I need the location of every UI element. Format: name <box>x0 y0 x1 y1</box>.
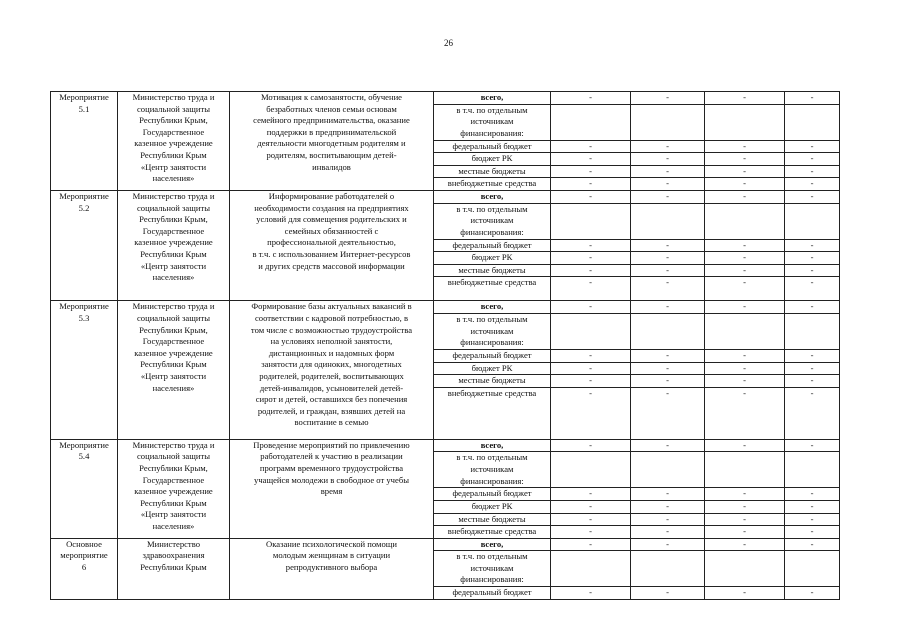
funding-source-federal: федеральный бюджет <box>434 488 551 501</box>
funding-value-cell: - <box>551 387 631 439</box>
funding-value-cell <box>631 104 705 140</box>
funding-value-cell: - <box>785 587 840 600</box>
funding-source-local: местные бюджеты <box>434 264 551 277</box>
funding-value-cell <box>631 452 705 488</box>
funding-value-cell <box>551 551 631 587</box>
funding-value-cell: - <box>551 252 631 265</box>
funding-value-cell: - <box>631 165 705 178</box>
funding-value-cell: - <box>631 239 705 252</box>
activity-executor: Министерство труда и социальной защиты Республики Крым, Государственное казенное учреждение Республики Крым «Центр занятости населения» <box>118 92 230 191</box>
funding-value-cell: - <box>631 439 705 452</box>
funding-value-cell: - <box>631 349 705 362</box>
funding-value-cell: - <box>631 178 705 191</box>
funding-value-cell: - <box>705 252 785 265</box>
funding-value-cell: - <box>785 153 840 166</box>
funding-value-cell: - <box>785 239 840 252</box>
funding-value-cell <box>551 104 631 140</box>
funding-value-cell <box>705 452 785 488</box>
funding-value-cell <box>785 203 840 239</box>
funding-value-cell <box>785 551 840 587</box>
funding-value-cell: - <box>551 488 631 501</box>
funding-value-cell: - <box>551 538 631 551</box>
funding-value-cell: - <box>551 264 631 277</box>
funding-value-cell: - <box>785 387 840 439</box>
funding-value-cell: - <box>551 513 631 526</box>
funding-source-local: местные бюджеты <box>434 165 551 178</box>
activity-description: Проведение мероприятий по привлечению работодателей к участию в реализации программ временного трудоустройства учащейся молодежи в свободное от учебы время <box>230 439 434 538</box>
funding-value-cell: - <box>785 165 840 178</box>
activities-table <box>50 91 840 600</box>
funding-source-republic: бюджет РК <box>434 252 551 265</box>
funding-value-cell <box>785 104 840 140</box>
activity-number: Мероприятие 5.4 <box>51 439 118 538</box>
funding-value-cell: - <box>705 387 785 439</box>
funding-value-cell: - <box>551 301 631 314</box>
funding-value-cell: - <box>785 264 840 277</box>
funding-value-cell: - <box>785 362 840 375</box>
funding-value-cell <box>705 203 785 239</box>
funding-value-cell: - <box>631 252 705 265</box>
funding-value-cell: - <box>551 362 631 375</box>
page-number: 26 <box>444 38 453 48</box>
funding-value-cell: - <box>631 190 705 203</box>
funding-value-cell: - <box>551 500 631 513</box>
funding-value-cell: - <box>705 500 785 513</box>
funding-value-cell: - <box>705 349 785 362</box>
funding-value-cell: - <box>705 587 785 600</box>
funding-source-extra: внебюджетные средства <box>434 387 551 439</box>
funding-value-cell: - <box>551 375 631 388</box>
funding-source-local: местные бюджеты <box>434 513 551 526</box>
funding-value-cell: - <box>785 349 840 362</box>
funding-value-cell: - <box>551 239 631 252</box>
table-row <box>51 439 840 452</box>
funding-value-cell: - <box>631 526 705 539</box>
funding-source-total: всего, <box>434 301 551 314</box>
funding-value-cell: - <box>631 153 705 166</box>
activity-description: Формирование базы актуальных вакансий в соответствии с кадровой потребностью, в том числе с возможностью трудоустройства на условиях неполной занятости, дистанционных и надомных форм занятости для одиноких, многодетных родителей, родителей, воспитывающих детей-инвалидов, усыновителей детей- сирот и детей, оставшихся без попечения родителей, и граждан, взявших детей на воспитание в семью <box>230 301 434 439</box>
funding-value-cell: - <box>785 488 840 501</box>
funding-value-cell: - <box>551 92 631 105</box>
funding-value-cell <box>631 203 705 239</box>
funding-source-republic: бюджет РК <box>434 500 551 513</box>
funding-value-cell: - <box>631 538 705 551</box>
funding-value-cell <box>785 452 840 488</box>
funding-source-federal: федеральный бюджет <box>434 587 551 600</box>
table-row <box>51 301 840 314</box>
activity-number: Основное мероприятие 6 <box>51 538 118 600</box>
funding-value-cell: - <box>785 500 840 513</box>
funding-value-cell: - <box>631 375 705 388</box>
activity-number: Мероприятие 5.1 <box>51 92 118 191</box>
funding-value-cell: - <box>551 190 631 203</box>
table-body <box>51 92 840 600</box>
funding-value-cell: - <box>785 526 840 539</box>
funding-value-cell: - <box>551 587 631 600</box>
funding-value-cell: - <box>705 190 785 203</box>
funding-value-cell: - <box>631 500 705 513</box>
funding-value-cell: - <box>785 190 840 203</box>
funding-source-incl: в т.ч. по отдельным источникам финансирования: <box>434 313 551 349</box>
activity-number: Мероприятие 5.3 <box>51 301 118 439</box>
funding-value-cell: - <box>631 587 705 600</box>
funding-source-extra: внебюджетные средства <box>434 178 551 191</box>
activity-executor: Министерство труда и социальной защиты Республики Крым, Государственное казенное учреждение Республики Крым «Центр занятости населения» <box>118 190 230 300</box>
funding-value-cell: - <box>631 362 705 375</box>
funding-source-incl: в т.ч. по отдельным источникам финансирования: <box>434 452 551 488</box>
funding-value-cell: - <box>705 301 785 314</box>
funding-value-cell: - <box>705 264 785 277</box>
funding-value-cell: - <box>631 387 705 439</box>
funding-value-cell: - <box>705 140 785 153</box>
funding-value-cell: - <box>631 140 705 153</box>
funding-value-cell <box>551 203 631 239</box>
activity-executor: Министерство труда и социальной защиты Республики Крым, Государственное казенное учреждение Республики Крым «Центр занятости населения» <box>118 439 230 538</box>
funding-source-extra: внебюджетные средства <box>434 277 551 301</box>
funding-value-cell: - <box>705 178 785 191</box>
funding-value-cell <box>785 313 840 349</box>
funding-source-federal: федеральный бюджет <box>434 349 551 362</box>
funding-value-cell <box>631 551 705 587</box>
funding-source-republic: бюджет РК <box>434 362 551 375</box>
funding-source-total: всего, <box>434 439 551 452</box>
funding-value-cell: - <box>785 252 840 265</box>
funding-value-cell: - <box>785 538 840 551</box>
table-row <box>51 538 840 551</box>
funding-value-cell <box>705 104 785 140</box>
funding-value-cell: - <box>705 153 785 166</box>
funding-value-cell: - <box>705 488 785 501</box>
activity-number: Мероприятие 5.2 <box>51 190 118 300</box>
funding-value-cell: - <box>785 178 840 191</box>
funding-value-cell: - <box>551 140 631 153</box>
funding-value-cell: - <box>631 513 705 526</box>
funding-value-cell: - <box>705 277 785 301</box>
funding-value-cell <box>705 313 785 349</box>
funding-value-cell: - <box>785 301 840 314</box>
table-row <box>51 190 840 203</box>
funding-source-incl: в т.ч. по отдельным источникам финансирования: <box>434 203 551 239</box>
funding-value-cell: - <box>631 488 705 501</box>
funding-value-cell: - <box>631 92 705 105</box>
activity-executor: Министерство здравоохранения Республики Крым <box>118 538 230 600</box>
funding-source-federal: федеральный бюджет <box>434 140 551 153</box>
funding-source-total: всего, <box>434 190 551 203</box>
funding-value-cell: - <box>551 439 631 452</box>
funding-value-cell <box>551 452 631 488</box>
funding-value-cell: - <box>631 277 705 301</box>
funding-value-cell: - <box>705 92 785 105</box>
funding-value-cell: - <box>785 140 840 153</box>
funding-value-cell: - <box>785 513 840 526</box>
funding-value-cell: - <box>631 264 705 277</box>
funding-value-cell: - <box>551 349 631 362</box>
funding-value-cell <box>631 313 705 349</box>
funding-value-cell: - <box>785 439 840 452</box>
activity-description: Информирование работодателей о необходимости создания на предприятиях условий для совмещения родительских и семейных обязанностей с профессиональной деятельностью, в т.ч. с использованием Интернет-ресурсов и других средств массовой информации <box>230 190 434 300</box>
funding-value-cell: - <box>551 277 631 301</box>
funding-value-cell: - <box>785 277 840 301</box>
funding-value-cell: - <box>705 439 785 452</box>
funding-value-cell: - <box>705 526 785 539</box>
funding-value-cell <box>705 551 785 587</box>
funding-value-cell: - <box>705 375 785 388</box>
table-row <box>51 92 840 105</box>
funding-value-cell: - <box>705 362 785 375</box>
funding-source-extra: внебюджетные средства <box>434 526 551 539</box>
activity-description: Оказание психологической помощи молодым женщинам в ситуации репродуктивного выбора <box>230 538 434 600</box>
funding-source-republic: бюджет РК <box>434 153 551 166</box>
funding-value-cell: - <box>785 375 840 388</box>
funding-source-federal: федеральный бюджет <box>434 239 551 252</box>
funding-value-cell: - <box>705 165 785 178</box>
funding-source-local: местные бюджеты <box>434 375 551 388</box>
funding-value-cell <box>551 313 631 349</box>
funding-source-incl: в т.ч. по отдельным источникам финансирования: <box>434 104 551 140</box>
funding-value-cell: - <box>551 165 631 178</box>
funding-value-cell: - <box>705 513 785 526</box>
funding-value-cell: - <box>551 526 631 539</box>
activity-executor: Министерство труда и социальной защиты Республики Крым, Государственное казенное учреждение Республики Крым «Центр занятости населения» <box>118 301 230 439</box>
funding-source-total: всего, <box>434 538 551 551</box>
funding-source-incl: в т.ч. по отдельным источникам финансирования: <box>434 551 551 587</box>
funding-value-cell: - <box>631 301 705 314</box>
funding-value-cell: - <box>705 239 785 252</box>
funding-value-cell: - <box>551 153 631 166</box>
funding-value-cell: - <box>705 538 785 551</box>
funding-value-cell: - <box>785 92 840 105</box>
funding-source-total: всего, <box>434 92 551 105</box>
funding-value-cell: - <box>551 178 631 191</box>
activity-description: Мотивация к самозанятости, обучение безработных членов семьи основам семейного предпринимательства, оказание поддержки в предпринимательской деятельности многодетным родителям и родителям, воспитывающим детей- инвалидов <box>230 92 434 191</box>
